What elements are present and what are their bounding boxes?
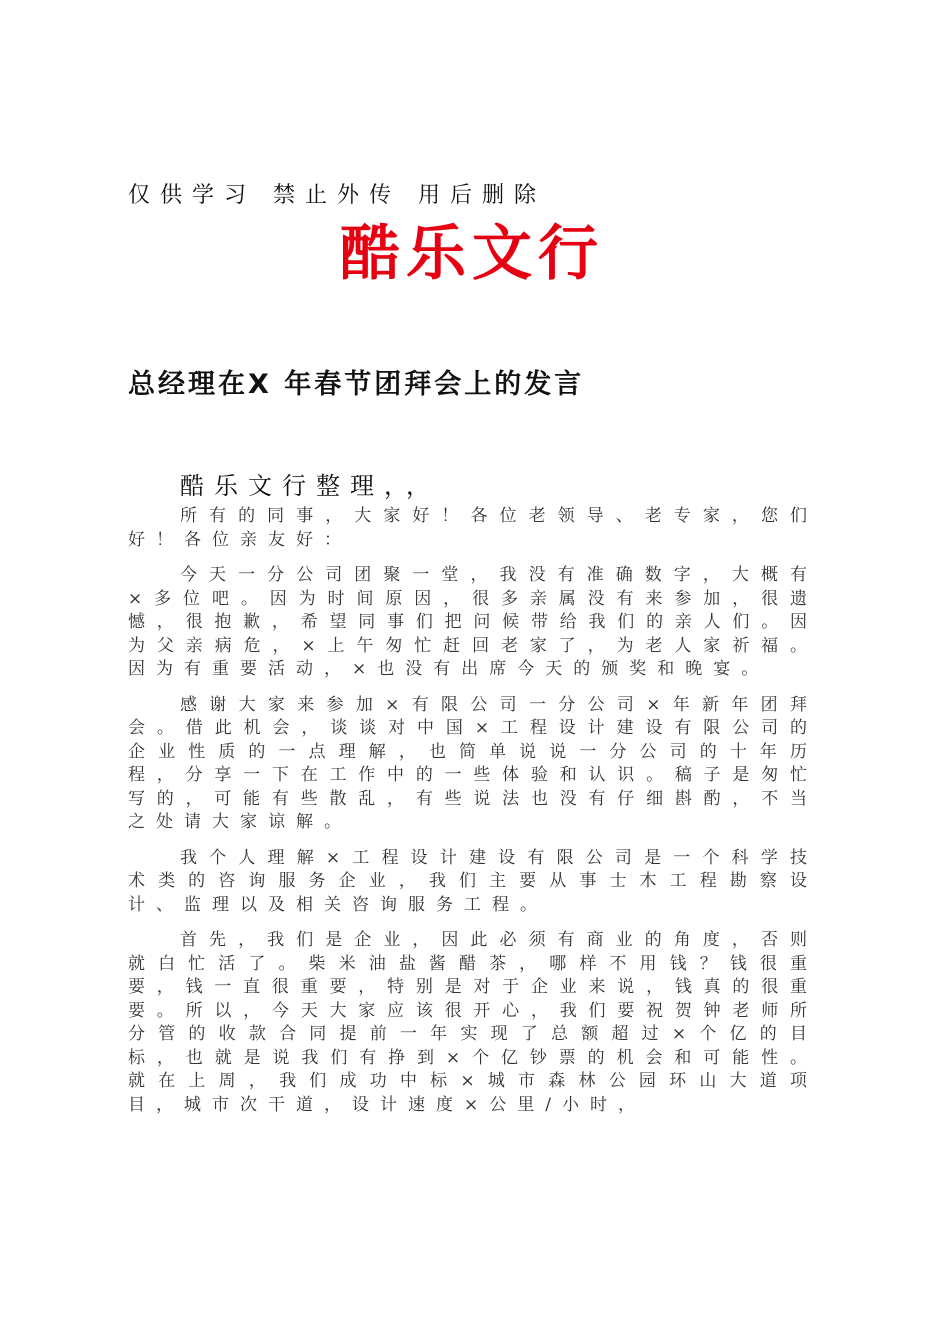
paragraph-gathering: 今天一分公司团聚一堂，我没有准确数字，大概有×多位吧。因为时间原因，很多亲属没有来参加，很遗憾，很抱歉，希望同事们把问候带给我们的亲人们。因为父亲病危，×上午匆忙赶回老家了，为老人家祈福。因为有重要活动，×也没有出席今天的颁奖和晚宴。: [128, 565, 818, 679]
brand-logo-text: 酷乐文行: [340, 219, 604, 289]
paragraph-company-nature: 我个人理解×工程设计建设有限公司是一个科学技术类的咨询服务企业，我们主要从事士木工程勘察设计、监理以及相关咨询服务工程。: [128, 847, 818, 915]
document-title: 总经理在X 年春节团拜会上的发言: [128, 369, 585, 400]
paragraph-thanks: 感谢大家来参加×有限公司一分公司×年新年团拜会。借此机会，谈谈对中国×工程设计建设有限公司的企业性质的一点理解，也简单说说一分公司的十年历程，分享一下在工作中的一些体验和认识。稿子是匆忙写的，可能有些散乱，有些说法也没有仔细斟酌，不当之处请大家谅解。: [128, 694, 818, 832]
document-body: [128, 505, 818, 1129]
paragraph-business: 首先，我们是企业，因此必须有商业的角度，否则就白忙活了。柴米油盐酱醋茶，哪样不用钱？钱很重要，钱一直很重要，特别是对于企业来说，钱真的很重要。所以，今天大家应该很开心，我们要祝贺钟老师所分管的收款合同提前一年实现了总额超过×个亿的目标，也就是说我们有挣到×个亿钞票的机会和可能性。就在上周，我们成功中标×城市森林公园环山大道项目，城市次干道，设计速度×公里/小时，: [128, 930, 818, 1115]
paragraph-greeting: 所有的同事，大家好！各位老领导、老专家，您们好！各位亲友好：: [128, 506, 818, 550]
document-subtitle: 酷乐文行整理，，: [180, 472, 440, 500]
usage-notice: 仅供学习 禁止外传 用后删除: [128, 183, 546, 208]
